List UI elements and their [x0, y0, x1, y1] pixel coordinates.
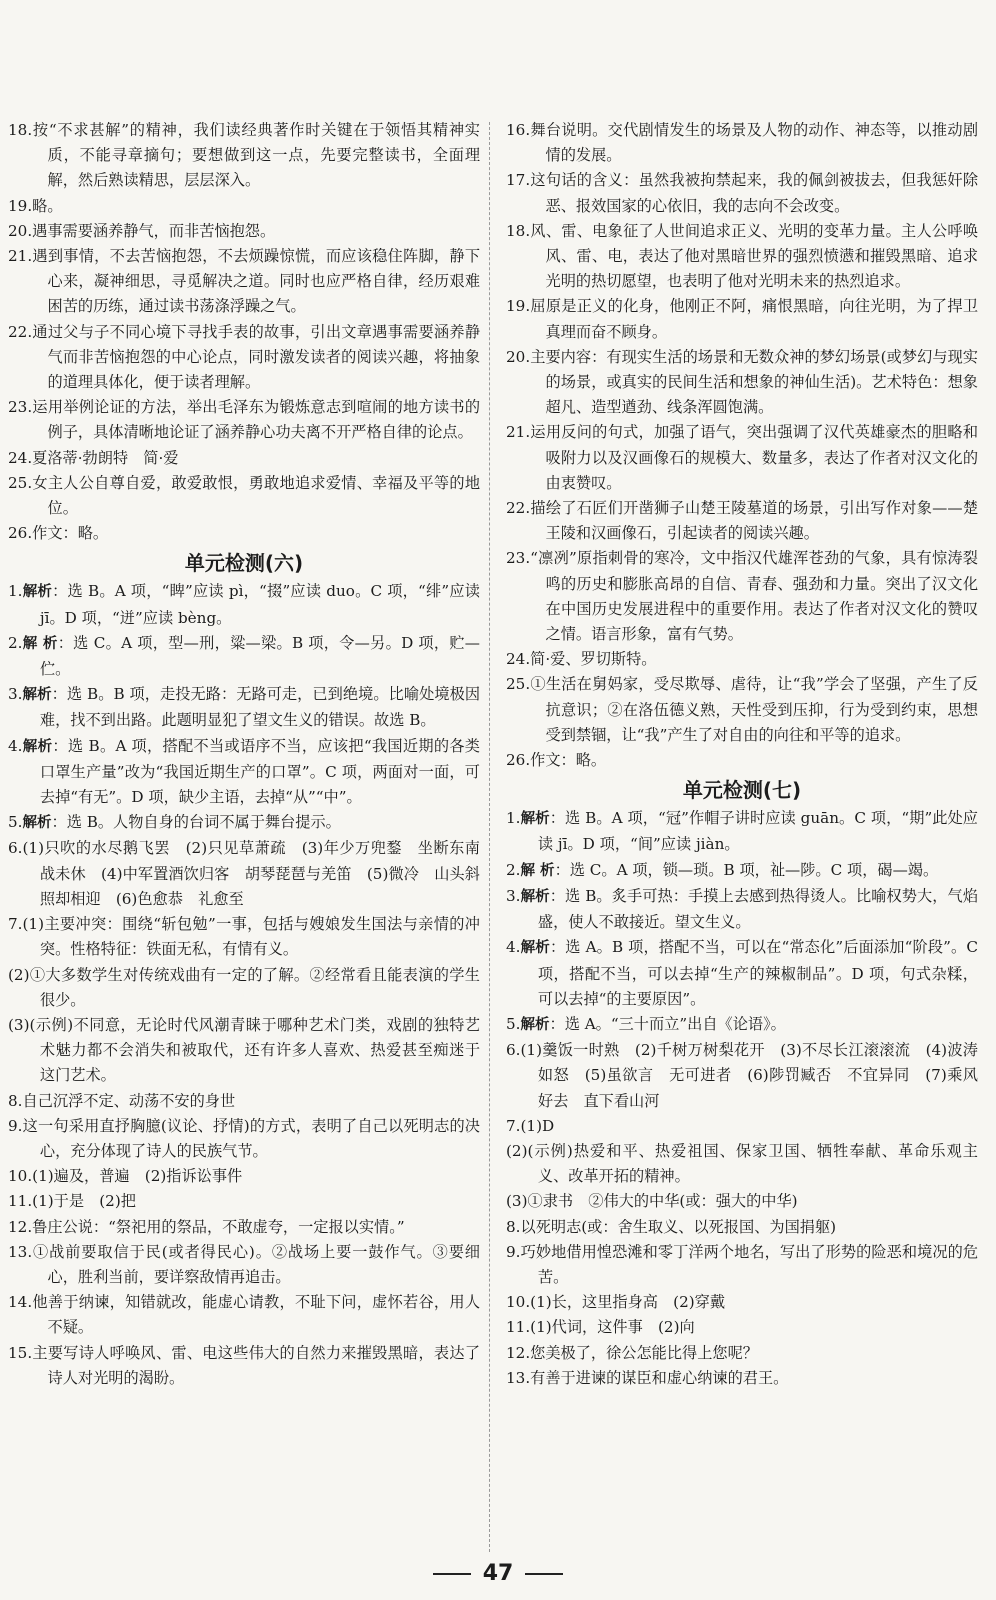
item-number: 1.: [8, 582, 23, 601]
answer-item: [8, 912, 480, 962]
item-text: ：选 B。A 项，“睥”应读 pì，“掇”应读 duo。C 项，“绯”应读 jī。D 项，“迸”应读 bèng。: [39, 582, 480, 627]
answer-item: [8, 1290, 480, 1340]
analysis-label: 解析: [22, 738, 53, 755]
item-text: 主要内容：有现实生活的场景和无数众神的梦幻场景(或梦幻与现实的场景，或真实的民间生活和想象的神仙生活)。艺术特色：想象超凡、造型遒劲、线条浑圆饱满。: [530, 347, 978, 417]
analysis-label: 解析: [520, 888, 550, 905]
item-number: 2.: [8, 633, 23, 652]
item-text: 运用举例论证的方法，举出毛泽东为锻炼意志到喧闹的地方读书的例子，具体清晰地论证了涵养静心功夫离不开严格自律的论点。: [32, 398, 480, 442]
item-number: 20.: [506, 347, 531, 366]
page-footer: [0, 1561, 996, 1586]
item-number: 8.: [8, 1091, 23, 1110]
item-number: 22.: [8, 322, 33, 341]
answer-item: [8, 1189, 480, 1214]
item-text: ①战前要取信于民(或者得民心)。②战场上要一鼓作气。③要细心，胜利当前，要详察敌情再追击。: [32, 1242, 480, 1286]
item-text: 以死明志(或：舍生取义、以死报国、为国捐躯): [520, 1217, 837, 1236]
answer-item: [506, 1315, 978, 1340]
section-title: 单元检测(六): [184, 551, 304, 576]
answer-item: [506, 294, 978, 344]
item-number: 26.: [8, 524, 33, 543]
answer-item: [506, 168, 978, 218]
answer-item: [506, 496, 978, 546]
analysis-label: 解析: [520, 940, 550, 957]
item-text: 遇到事情，不去苦恼抱怨，不去烦躁惊慌，而应该稳住阵脚，静下心来，凝神细思，寻觅解决之道。同时也应严格自律，经历艰难困苦的历练，通过读书荡涤浮躁之气。: [32, 247, 480, 316]
answer-item: [8, 1240, 480, 1290]
item-number: 23.: [8, 398, 33, 417]
answer-item: [8, 219, 480, 244]
item-text: “凛冽”原指刺骨的寒冷，文中指汉代雄浑苍劲的气象，具有惊涛裂鸣的历史和膨胀高昂的自信、青春、强劲和力量。突出了汉文化在中国历史发展进程中的重要作用。表达了作者对汉文化的赞叹之情。语言形象，富有气势。: [530, 549, 978, 644]
item-text: 遇事需要涵养静气，而非苦恼抱怨。: [32, 221, 276, 240]
item-number: 5.: [8, 813, 23, 832]
answer-item: [506, 672, 978, 748]
answer-item: [8, 521, 480, 546]
item-text: 描绘了石匠们开凿狮子山楚王陵墓道的场景，引出写作对象——楚王陵和汉画像石，引起读者的阅读兴趣。: [530, 499, 978, 543]
item-number: 19.: [8, 196, 33, 215]
item-text: 按“不求甚解”的精神，我们读经典著作时关键在于领悟其精神实质，不能寻章摘句；要想做到这一点，先要完整读书，全面理解，然后熟读精思，层层深入。: [32, 121, 480, 190]
item-number: 24.: [8, 448, 33, 467]
column-divider: [489, 122, 490, 1552]
answer-item: [506, 1366, 978, 1391]
item-text: (1)遍及，普遍 (2)指诉讼事件: [32, 1167, 243, 1186]
answer-item: [8, 194, 480, 219]
item-text: ：选 B。炙手可热：手摸上去感到热得烫人。比喻权势大，气焰盛，使人不敢接近。望文生义。: [537, 886, 979, 932]
answer-item: [8, 320, 480, 396]
item-text: ①生活在舅妈家，受尽欺辱、虐待，让“我”学会了坚强，产生了反抗意识；②在洛伍德义熟，天性受到压抑，行为受到约束，思想受到禁锢，让“我”产生了对自由的向往和平等的追求。: [530, 675, 978, 744]
item-number: 22.: [506, 499, 531, 518]
item-text: (1)主要冲突：围绕“斩包勉”一事，包括与嫂娘发生国法与亲情的冲突。性格特征：铁面无私，有情有义。: [22, 915, 480, 959]
item-text: (3)(示例)不同意，无论时代风潮青睐于哪种艺术门类，戏剧的独特艺术魅力都不会消失和被取代，还有许多人喜欢、热爱甚至痴迷于这门艺术。: [8, 1015, 480, 1085]
item-number: 13.: [8, 1242, 33, 1261]
item-text: 有善于进谏的谋臣和虚心纳谏的君王。: [530, 1368, 789, 1387]
item-number: 7.: [8, 915, 23, 934]
answer-item: [8, 1114, 480, 1164]
answer-item: [8, 1089, 480, 1114]
item-text: ：选 A。B 项，搭配不当，可以在“常态化”后面添加“阶段”。C 项，搭配不当，可以去掉“生产的辣椒制品”。D 项，句式杂糅，可以去掉“的主要原因”。: [537, 938, 979, 1008]
item-number: 4.: [8, 736, 23, 755]
item-text: 他善于纳谏，知错就改，能虚心请教，不耻下问，虚怀若谷，用人不疑。: [32, 1293, 480, 1337]
item-text: (1)长，这里指身高 (2)穿戴: [530, 1293, 726, 1312]
item-text: 巧妙地借用惶恐滩和零丁洋两个地名，写出了形势的险恶和境况的危苦。: [520, 1242, 978, 1286]
answer-item: [8, 1341, 480, 1391]
answer-item: [506, 1290, 978, 1315]
item-text: 夏洛蒂·勃朗特 简·爱: [32, 448, 179, 467]
item-number: 5.: [506, 1014, 521, 1033]
item-number: 13.: [506, 1368, 531, 1387]
answer-item: [8, 395, 480, 445]
item-number: 18.: [506, 221, 531, 240]
answer-item: [8, 471, 480, 521]
section-title: 单元检测(七): [682, 778, 802, 803]
item-number: 25.: [8, 473, 33, 492]
item-number: 3.: [506, 886, 521, 905]
answer-item: [506, 546, 978, 647]
item-text: (2)(示例)热爱和平、热爱祖国、保家卫国、牺牲奉献、革命乐观主义、改革开拓的精神。: [506, 1141, 978, 1186]
item-text: 自己沉浮不定、动荡不安的身世: [22, 1091, 236, 1110]
answer-item: [506, 935, 978, 1012]
item-text: 鲁庄公说：“祭祀用的祭品，不敢虚夸，一定报以实情。”: [32, 1217, 405, 1236]
answer-item: [506, 748, 978, 773]
item-number: 20.: [8, 221, 33, 240]
item-text: 舞台说明。交代剧情发生的场景及人物的动作、神态等，以推动剧情的发展。: [530, 121, 978, 165]
item-text: (1)D: [520, 1116, 555, 1135]
item-number: 24.: [506, 650, 531, 669]
item-number: 1.: [506, 809, 521, 828]
analysis-label: 解析: [22, 687, 52, 704]
item-number: 3.: [8, 685, 23, 704]
item-number: 18.: [8, 121, 33, 139]
answer-item: [506, 647, 978, 672]
item-number: 25.: [506, 675, 531, 694]
answer-item: [8, 734, 480, 811]
item-text: 屈原是正义的化身，他刚正不阿，痛恨黑暗，向往光明，为了捍卫真理而奋不顾身。: [530, 297, 978, 341]
answer-item: [8, 836, 480, 912]
answer-item: [506, 345, 978, 421]
item-number: 7.: [506, 1116, 521, 1135]
answer-item: [8, 631, 480, 682]
item-text: (1)于是 (2)把: [32, 1192, 136, 1211]
answer-sub-item: [506, 1139, 978, 1189]
item-number: 8.: [506, 1217, 521, 1236]
item-text: 略。: [32, 196, 63, 215]
answer-sub-item: [8, 963, 480, 1013]
item-number: 10.: [506, 1293, 531, 1312]
item-number: 12.: [8, 1217, 33, 1236]
item-text: 通过父与子不同心境下寻找手表的故事，引出文章遇事需要涵养静气而非苦恼抱怨的中心论点，同时激发读者的阅读兴趣，将抽象的道理具体化，便于读者理解。: [32, 322, 480, 392]
item-text: 这一句采用直抒胸臆(议论、抒情)的方式，表明了自己以死明志的决心，充分体现了诗人的民族气节。: [22, 1116, 480, 1160]
item-text: (2)①大多数学生对传统戏曲有一定的了解。②经常看且能表演的学生很少。: [8, 965, 480, 1009]
footer-dash-right: [525, 1573, 563, 1575]
item-number: 21.: [506, 423, 531, 442]
item-text: 主要写诗人呼唤风、雷、电这些伟大的自然力来摧毁黑暗，表达了诗人对光明的渴盼。: [32, 1343, 480, 1387]
item-number: 11.: [8, 1192, 33, 1211]
item-text: 作文：略。: [32, 524, 109, 543]
item-text: ：选 B。人物自身的台词不属于舞台提示。: [51, 813, 341, 832]
answer-item: [506, 420, 978, 496]
answer-item: [506, 1240, 978, 1290]
item-number: 17.: [506, 171, 531, 190]
item-number: 23.: [506, 549, 531, 568]
item-number: 11.: [506, 1318, 531, 1337]
answer-item: [506, 118, 978, 168]
item-number: 6.: [8, 839, 23, 858]
footer-dash-left: [433, 1573, 471, 1575]
item-number: 10.: [8, 1167, 33, 1186]
item-number: 12.: [506, 1343, 531, 1362]
item-number: 26.: [506, 751, 531, 770]
answer-item: [506, 1038, 978, 1114]
page-number: 47: [482, 1561, 514, 1586]
answer-sub-item: [8, 1013, 480, 1089]
item-number: 15.: [8, 1343, 33, 1362]
item-text: 简·爱、罗切斯特。: [530, 650, 657, 669]
answer-item: [8, 579, 480, 630]
item-text: (1)只吹的水尽鹅飞罢 (2)只见草萧疏 (3)年少万兜鍪 坐断东南战未休 (4)中军置酒饮归客 胡琴琵琶与羌笛 (5)微冷 山头斜照却相迎 (6)色愈恭 礼愈至: [22, 839, 480, 908]
item-text: ：选 B。A 项，搭配不当或语序不当，应该把“我国近期的各类口罩生产量”改为“我国近期生产的口罩”。C 项，两面对一面，可去掉“有无”。D 项，缺少主语，去掉“从”“中”。: [39, 736, 480, 807]
analysis-label: 解 析: [22, 635, 58, 652]
item-text: ：选 B。B 项，走投无路：无路可走，已到绝境。比喻处境极因难，找不到出路。此题明显犯了望文生义的错误。故选 B。: [39, 685, 481, 730]
answer-item: [506, 219, 978, 295]
item-number: 16.: [506, 121, 531, 139]
item-text: (1)代词，这件事 (2)向: [530, 1318, 695, 1337]
answer-item: [506, 884, 978, 935]
item-number: 14.: [8, 1293, 33, 1312]
item-number: 2.: [506, 860, 521, 879]
right-column: [506, 118, 978, 1391]
answer-item: [506, 858, 978, 884]
item-number: 4.: [506, 938, 521, 957]
answer-item: [506, 1012, 978, 1038]
item-text: 风、雷、电象征了人世间追求正义、光明的变革力量。主人公呼唤风、雷、电，表达了他对黑暗世界的强烈愤懑和摧毁黑暗、追求光明的热切愿望，也表明了他对光明未来的热烈追求。: [530, 221, 978, 291]
answer-item: [8, 244, 480, 320]
item-text: ：选 C。A 项，锁—琐。B 项，祉—陟。C 项，碣—竭。: [554, 860, 939, 879]
item-text: 女主人公自尊自爱，敢爱敢恨，勇敢地追求爱情、幸福及平等的地位。: [32, 473, 480, 518]
item-number: 19.: [506, 297, 531, 316]
answer-item: [8, 118, 480, 194]
analysis-label: 解析: [22, 815, 52, 832]
item-text: (3)①隶书 ②伟大的中华(或：强大的中华): [506, 1192, 798, 1211]
item-text: 您美极了，徐公怎能比得上您呢？: [530, 1343, 758, 1362]
item-number: 9.: [8, 1116, 23, 1135]
left-column: [8, 118, 480, 1391]
item-text: (1)羹饭一时熟 (2)千树万树梨花开 (3)不尽长江滚滚流 (4)波涛如怒 (5)虽欲言 无可进者 (6)陟罚臧否 不宜异同 (7)乘风好去 直下看山河: [520, 1041, 978, 1110]
answer-sub-item: [506, 1189, 978, 1214]
item-text: 运用反问的句式，加强了语气，突出强调了汉代英雄豪杰的胆略和吸附力以及汉画像石的规模大、数量多，表达了作者对汉文化的由衷赞叹。: [530, 423, 978, 492]
analysis-label: 解析: [520, 811, 550, 828]
item-number: 6.: [506, 1041, 521, 1060]
answer-item: [506, 1215, 978, 1240]
answer-item: [8, 810, 480, 836]
analysis-label: 解析: [520, 1016, 550, 1033]
item-text: ：选 C。A 项，型—刑，粱—梁。B 项，令—另。D 项，贮—伫。: [39, 633, 480, 679]
answer-item: [8, 1215, 480, 1240]
item-text: ：选 A。“三十而立”出自《论语》。: [549, 1014, 786, 1033]
analysis-label: 解析: [22, 584, 53, 601]
answer-item: [8, 1164, 480, 1189]
item-text: ：选 B。A 项，“冠”作帽子讲时应读 guān。C 项，“期”此处应读 jī。D 项，“间”应读 jiàn。: [537, 809, 978, 854]
item-text: 这句话的含义：虽然我被拘禁起来，我的佩剑被拔去，但我惩奸除恶、报效国家的心依旧，我的志向不会改变。: [530, 171, 978, 215]
item-text: 作文：略。: [530, 751, 607, 770]
answer-item: [8, 446, 480, 471]
answer-item: [506, 806, 978, 857]
item-number: 9.: [506, 1242, 521, 1261]
answer-item: [506, 1341, 978, 1366]
item-number: 21.: [8, 247, 33, 266]
answer-item: [8, 682, 480, 733]
analysis-label: 解 析: [520, 862, 555, 879]
answer-item: [506, 1114, 978, 1139]
